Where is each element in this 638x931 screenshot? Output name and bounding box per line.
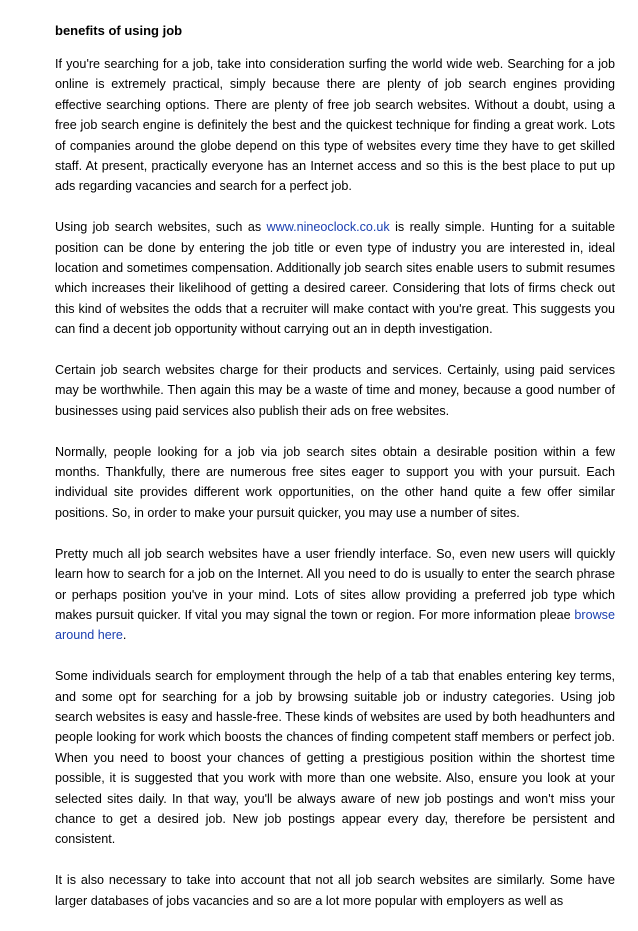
paragraph-7: It is also necessary to take into account that not all job search websites are similarly. Some have larger databases of jobs vacancies and so are a lot more popular with employers as well as xyxy=(55,873,615,908)
paragraph-2 xyxy=(55,217,615,339)
paragraph-6: Some individuals search for employment through the help of a tab that enables entering key terms, and some opt for searching for a job by browsing suitable job or industry categories. Using job search websites is easy and hassle-free. These kinds of websites are used by both headhunters and people looking for work which boosts the chances of finding competent staff members or perfect job. When you need to boost your chances of getting a prestigious position within the shortest time possible, it is suggested that you work with more than one website. Also, ensure you look at your selected sites daily. In that way, you'll be always aware of new job postings and won't miss your chance to get a desired job. New job postings appear every day, therefore be persistent and consistent. xyxy=(55,669,615,847)
paragraph-2-text-after: is really simple. Hunting for a suitable position can be done by entering the job title or even type of industry you are interested in, ideal location and sometimes compensation. Additionally job search sites enable users to submit resumes which increases their likelihood of getting a desired career. Considering that lots of firms check out this kind of websites the odds that a recruiter will make contact with you're great. This suggests you can find a decent job opportunity without carrying out an in depth investigation. xyxy=(55,220,616,337)
paragraph-5-text-after: . xyxy=(122,628,127,643)
paragraph-3: Certain job search websites charge for their products and services. Certainly, using paid services may be worthwhile. Then again this may be a waste of time and money, because a good number of businesses using paid services also publish their ads on free websites. xyxy=(55,363,615,418)
nineoclock-link[interactable]: www.nineoclock.co.uk xyxy=(266,220,390,235)
paragraph-4: Normally, people looking for a job via job search sites obtain a desirable position within a few months. Thankfully, there are numerous free sites eager to support you with your pursuit. Each individual site provides different work opportunities, on the other hand quite a few offer similar positions. So, in order to make your pursuit quicker, you may use a number of sites. xyxy=(55,444,615,520)
paragraph-5-text-before: Pretty much all job search websites have a user friendly interface. So, even new users will quickly learn how to search for a job on the Internet. All you need to do is usually to enter the search phrase or perhaps position you've in your mind. Lots of sites allow providing a preferred job type which makes pursuit quicker. If vital you may signal the town or region. For more information pleae xyxy=(55,546,615,622)
paragraph-1: If you're searching for a job, take into consideration surfing the world wide web. Searching for a job online is extremely practical, simply because there are plenty of job search engines providing effective searching options. There are plenty of free job search websites. Without a doubt, using a free job search engine is definitely the best and the quickest technique for finding a great work. Lots of companies around the globe depend on this type of websites every time they have to get skilled staff. At present, practically everyone has an Internet access and so this is the best place to put up ads regarding vacancies and search for a perfect job. xyxy=(55,57,615,194)
paragraph-2-text-before: Using job search websites, such as xyxy=(55,220,267,235)
document-page xyxy=(55,21,615,931)
browse-around-here-link[interactable]: browse around here xyxy=(55,607,615,643)
paragraph-5 xyxy=(55,544,615,646)
document-title: benefits of using job xyxy=(55,23,183,38)
